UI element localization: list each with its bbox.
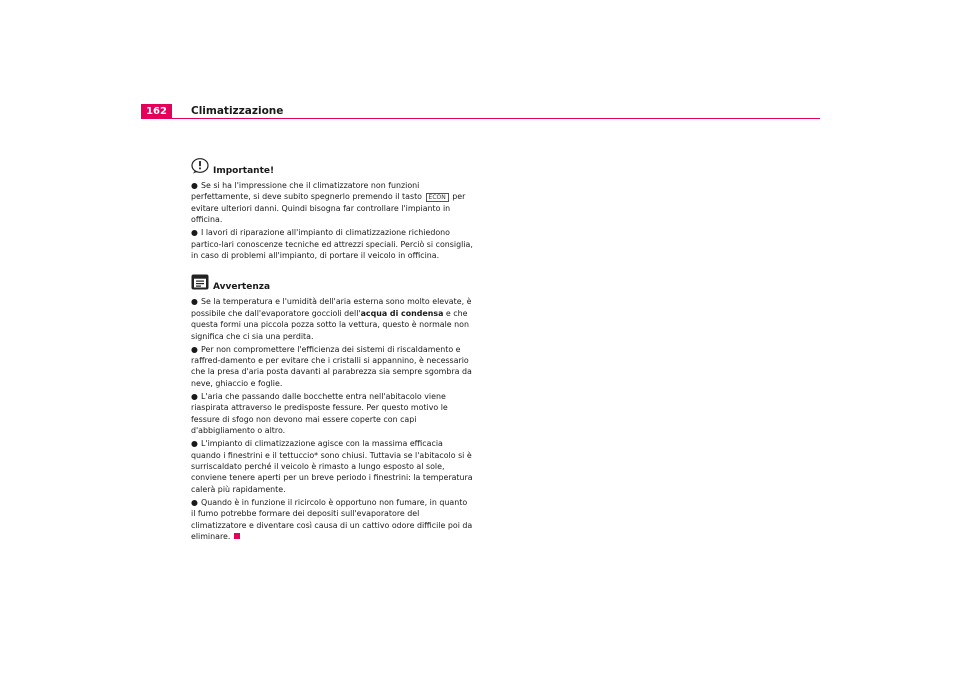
- list-item: ● Quando è in funzione il ricircolo è opportuno non fumare, in quanto il fumo potrebbe formare dei depositi sull'evaporatore del climatizzatore e diventare così causa di un cattivo odore difficile poi da eliminare.: [191, 497, 473, 541]
- warning-title: Avvertenza: [213, 282, 271, 293]
- page-title: Climatizzazione: [191, 105, 284, 117]
- header-rule: [172, 118, 820, 119]
- end-marker: [234, 533, 240, 539]
- important-title: Importante!: [213, 166, 275, 176]
- list-item: ● Se si ha l'impressione che il climatizzatore non funzioni perfettamente, si deve subito spegnerlo premendo il tasto ECON per evitare ulteriori danni. Quindi bisogna far controllare l'impianto in officina.: [191, 181, 466, 225]
- list-item: ● L'impianto di climatizzazione agisce con la massima efficacia quando i finestrini e il tettuccio* sono chiusi. Tuttavia se l'abitacolo si è surriscaldato perché il veicolo è rimasto a lungo esposto al sole, conviene tenere aperti per un breve periodo i finestrini: la temperatura calerà più rapidamente.: [191, 439, 473, 494]
- list-item: ● Se la temperatura e l'umidità dell'aria esterna sono molto elevate, è possibile che dall'evaporatore goccioli dell'acqua di condensa e che questa formi una piccola pozza sotto la vettura, questo è normale non significa che ci sia una perdita.: [191, 297, 472, 341]
- list-item: ● Per non compromettere l'efficienza dei sistemi di riscaldamento e raffred-damento e per evitare che i cristalli si appannino, è necessario che la presa d'aria posta davanti al parabrezza sia sempre sgombra da neve, ghiaccio e foglie.: [191, 344, 472, 388]
- important-heading: [191, 158, 473, 178]
- page-content: [191, 158, 473, 544]
- note-icon: [191, 274, 209, 290]
- econ-key: ECON: [426, 193, 449, 202]
- list-item: ● I lavori di riparazione all'impianto di climatizzazione richiedono partico-lari conoscenze tecniche ed attrezzi speciali. Perciò si consiglia, in caso di problemi all'impianto, di portare il veicolo in officina.: [191, 228, 473, 261]
- page-number: 162: [141, 104, 172, 119]
- exclamation-icon: [191, 158, 209, 174]
- list-item: ● L'aria che passando dalle bocchette entra nell'abitacolo viene riaspirata attraverso le predisposte fessure. Per questo motivo le fessure di sfogo non devono mai essere coperte con capi d'abbigliamento o altro.: [191, 391, 448, 436]
- warning-heading: [191, 274, 473, 294]
